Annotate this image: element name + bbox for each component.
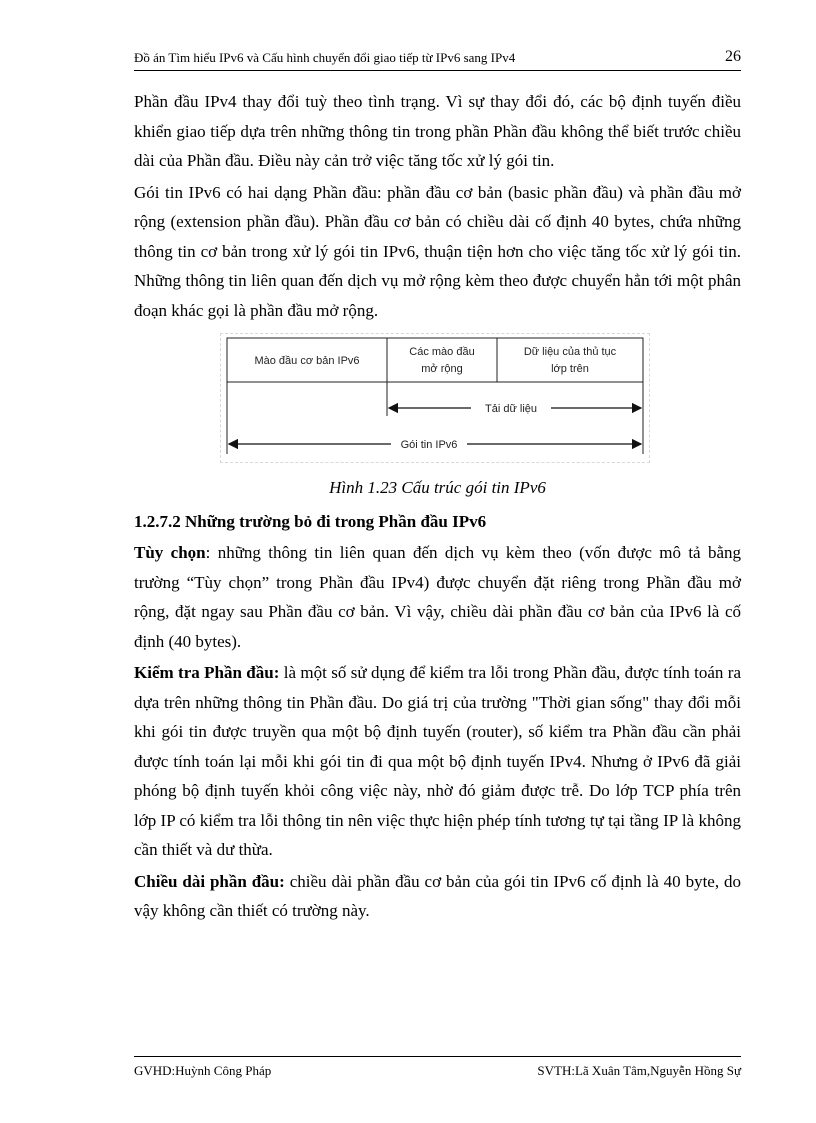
item-text: là một số sử dụng để kiểm tra lỗi trong Phần đầu, được tính toán ra dựa trên những thông tin Phần đầu. Do giá trị của trường "Thời gian sống" thay đổi mỗi khi gói tin được truyền qua một bộ định tuyến (router), số kiểm tra Phần đầu cần phải được tính toán lại mỗi khi gói tin đi qua một bộ định tuyến IPv4. Nhưng ở IPv6 đã giải phóng bộ định tuyến khỏi công việc này, nhờ đó giảm được trễ. Do lớp TCP phía trên lớp IP có kiểm tra lỗi thông tin nên việc thực hiện phép tính tương tự tại tầng IP là không cần thiết và dư thừa. — [134, 663, 741, 859]
basic-header-label: Mào đầu cơ bản IPv6 — [254, 355, 360, 367]
item-term: Kiểm tra Phần đầu: — [134, 663, 280, 682]
packet-structure-diagram — [221, 334, 649, 462]
list-item — [134, 658, 741, 865]
packet-arrow-label: Gói tin IPv6 — [400, 439, 458, 451]
item-term: Tùy chọn — [134, 543, 206, 562]
item-term: Chiều dài phần đầu: — [134, 871, 285, 891]
page-number: 26 — [725, 48, 741, 65]
section-heading: 1.2.7.2 Những trường bỏ đi trong Phần đầu IPv6 — [134, 511, 487, 531]
page-header — [134, 48, 741, 71]
page-body — [134, 87, 741, 928]
students: SVTH:Lã Xuân Tâm,Nguyễn Hồng Sự — [537, 1063, 741, 1078]
paragraph: Gói tin IPv6 có hai dạng Phần đầu: phần đầu cơ bản (basic phần đầu) và phần đầu mở rộng (extension phần đầu). Phần đầu cơ bản có chiều dài cố định 40 bytes, chứa những thông tin cơ bản trong xử lý gói tin IPv6, thuận tiện hơn cho việc tăng tốc xử lý gói tin. Những thông tin liên quan đến dịch vụ mở rộng kèm theo được chuyển hẳn tới một phân đoạn khác gọi là phần đầu mở rộng. — [134, 182, 741, 320]
document-title: Đồ án Tìm hiểu IPv6 và Cấu hình chuyển đổi giao tiếp từ IPv6 sang IPv4 — [134, 50, 516, 65]
supervisor: GVHD:Huỳnh Công Pháp — [134, 1063, 272, 1078]
page-footer — [134, 1056, 741, 1079]
paragraph: Phần đầu IPv4 thay đổi tuỳ theo tình trạng. Vì sự thay đổi đó, các bộ định tuyến điều khiển giao tiếp dựa trên những thông tin trong phần Phần đầu không thể biết trước chiều dài của Phần đầu. Điều này cản trở việc tăng tốc xử lý gói tin. — [134, 92, 741, 170]
payload-arrow-label: Tải dữ liệu — [485, 403, 537, 415]
item-text: những thông tin liên quan đến dịch vụ kèm theo (vốn được mô tả bằng trường “Tùy chọn” trong Phần đầu IPv4) được chuyển đặt riêng trong Phần đầu mở rộng, đặt ngay sau Phần đầu cơ bản. Vì vậy, chiều dài phần đầu cơ bản của IPv6 là cố định (40 bytes). — [134, 543, 742, 651]
item-text: chiều dài phần đầu cơ bản của gói tin IPv6 cố định là 40 byte, do vậy không cần thiết có trường này. — [134, 871, 742, 920]
list-item: Tùy chọn: những thông tin liên quan đến dịch vụ kèm theo (vốn được mô tả bằng trường “Tùy chọn” trong Phần đầu IPv4) được chuyển đặt riêng trong Phần đầu mở rộng, đặt ngay sau Phần đầu cơ bản. Vì vậy, chiều dài phần đầu cơ bản của IPv6 là cố định (40 bytes). — [134, 543, 742, 651]
figure-caption: Hình 1.23 Cấu trúc gói tin IPv6 — [329, 478, 546, 497]
extension-headers-label-2: mở rộng — [421, 363, 463, 375]
upper-layer-data-label: Dữ liệu của thủ tục — [523, 346, 617, 358]
extension-headers-label: Các mào đầu — [409, 346, 475, 358]
upper-layer-data-label-2: lớp trên — [551, 363, 589, 375]
list-item — [134, 867, 741, 926]
ipv6-packet-figure — [220, 333, 650, 463]
